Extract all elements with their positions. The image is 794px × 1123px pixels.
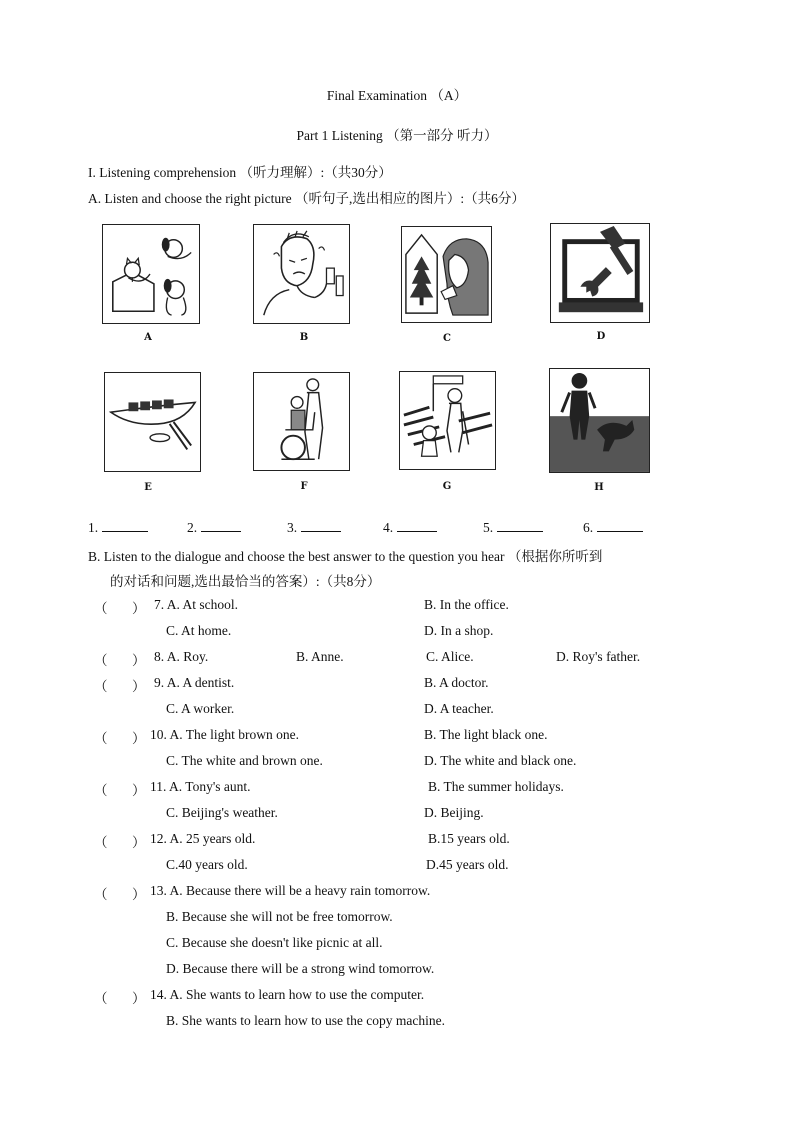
picture-label-g: G	[442, 481, 452, 492]
pets-icon	[102, 224, 200, 324]
q12-option-a[interactable]: 12. A. 25 years old.	[150, 831, 256, 846]
answer-4[interactable]: 4.	[383, 519, 437, 536]
q7-option-d[interactable]: D. In a shop.	[424, 623, 494, 638]
picture-label-h: H	[594, 482, 604, 493]
q10-option-d[interactable]: D. The white and black one.	[424, 753, 577, 768]
q8-option-d[interactable]: D. Roy's father.	[556, 649, 641, 664]
answer-1[interactable]: 1.	[88, 519, 148, 536]
picture-label-f: F	[300, 481, 308, 492]
sick-man-icon	[253, 224, 350, 324]
q10-option-b[interactable]: B. The light black one.	[424, 727, 548, 742]
q11-option-d[interactable]: D. Beijing.	[424, 805, 484, 820]
answer-paren-close[interactable]: ）	[132, 653, 146, 668]
q10-option-a[interactable]: 10. A. The light brown one.	[150, 727, 299, 742]
q9-option-a[interactable]: 9. A. A dentist.	[154, 675, 235, 690]
crossing-road-icon	[399, 371, 496, 470]
q12-option-b[interactable]: B.15 years old.	[428, 831, 510, 846]
answer-paren-close[interactable]: ）	[132, 679, 146, 694]
answer-paren-close[interactable]: ）	[132, 991, 146, 1006]
q13-option-c[interactable]: C. Because she doesn't like picnic at all.	[166, 935, 383, 950]
q7-option-c[interactable]: C. At home.	[166, 623, 232, 638]
computer-repair-icon	[550, 223, 650, 323]
picture-label-e: E	[144, 482, 152, 493]
part-title: Part 1 Listening （第一部分 听力）	[296, 128, 498, 143]
boy-with-dog-icon	[549, 368, 650, 473]
q13-option-a[interactable]: 13. A. Because there will be a heavy rain tomorrow.	[150, 883, 431, 898]
part-b-instruction: B. Listen to the dialogue and choose the best answer to the question you hear （根据你所听到	[88, 549, 603, 564]
answer-paren-close[interactable]: ）	[132, 835, 146, 850]
section-heading: I. Listening comprehension （听力理解）:（共30分）	[88, 165, 392, 180]
answer-paren-open[interactable]: （	[94, 679, 108, 694]
part-b-instruction-cont: 的对话和问题,选出最恰当的答案）:（共8分）	[110, 574, 381, 589]
part-a-instruction: A. Listen and choose the right picture （听句子,选出相应的图片）:（共6分）	[88, 191, 525, 206]
answer-6[interactable]: 6.	[583, 519, 643, 536]
wheelchair-icon	[253, 372, 350, 471]
q8-option-c[interactable]: C. Alice.	[426, 649, 474, 664]
answer-3[interactable]: 3.	[287, 519, 341, 536]
q12-option-c[interactable]: C.40 years old.	[166, 857, 248, 872]
q14-option-b[interactable]: B. She wants to learn how to use the copy machine.	[166, 1013, 445, 1028]
q9-option-c[interactable]: C. A worker.	[166, 701, 235, 716]
picture-label-b: B	[299, 332, 309, 343]
girl-drawing-tree-icon	[401, 226, 492, 323]
q11-option-c[interactable]: C. Beijing's weather.	[166, 805, 278, 820]
exam-title: Final Examination （A）	[326, 88, 468, 103]
q9-option-b[interactable]: B. A doctor.	[424, 675, 489, 690]
q7-option-a[interactable]: 7. A. At school.	[154, 597, 239, 612]
q13-option-b[interactable]: B. Because she will not be free tomorrow.	[166, 909, 393, 924]
answer-paren-open[interactable]: （	[94, 783, 108, 798]
q12-option-d[interactable]: D.45 years old.	[426, 857, 509, 872]
answer-paren-open[interactable]: （	[94, 887, 108, 902]
q13-option-d[interactable]: D. Because there will be a strong wind tomorrow.	[166, 961, 435, 976]
answer-paren-close[interactable]: ）	[132, 783, 146, 798]
answer-paren-open[interactable]: （	[94, 653, 108, 668]
answer-2[interactable]: 2.	[187, 519, 241, 536]
picture-label-c: C	[443, 333, 451, 344]
answer-paren-open[interactable]: （	[94, 991, 108, 1006]
q7-option-b[interactable]: B. In the office.	[424, 597, 509, 612]
answer-paren-close[interactable]: ）	[132, 601, 146, 616]
picture-label-a: A	[144, 332, 152, 343]
q8-option-a[interactable]: 8. A. Roy.	[154, 649, 209, 664]
q8-option-b[interactable]: B. Anne.	[296, 649, 344, 664]
q11-option-a[interactable]: 11. A. Tony's aunt.	[150, 779, 251, 794]
answer-paren-open[interactable]: （	[94, 731, 108, 746]
sushi-plate-icon	[104, 372, 201, 472]
answer-paren-close[interactable]: ）	[132, 731, 146, 746]
answer-paren-open[interactable]: （	[94, 835, 108, 850]
answer-paren-open[interactable]: （	[94, 601, 108, 616]
q11-option-b[interactable]: B. The summer holidays.	[428, 779, 564, 794]
answer-paren-close[interactable]: ）	[132, 887, 146, 902]
q9-option-d[interactable]: D. A teacher.	[424, 701, 494, 716]
picture-label-d: D	[596, 331, 606, 342]
q10-option-c[interactable]: C. The white and brown one.	[166, 753, 323, 768]
answer-5[interactable]: 5.	[483, 519, 543, 536]
q14-option-a[interactable]: 14. A. She wants to learn how to use the computer.	[150, 987, 425, 1002]
